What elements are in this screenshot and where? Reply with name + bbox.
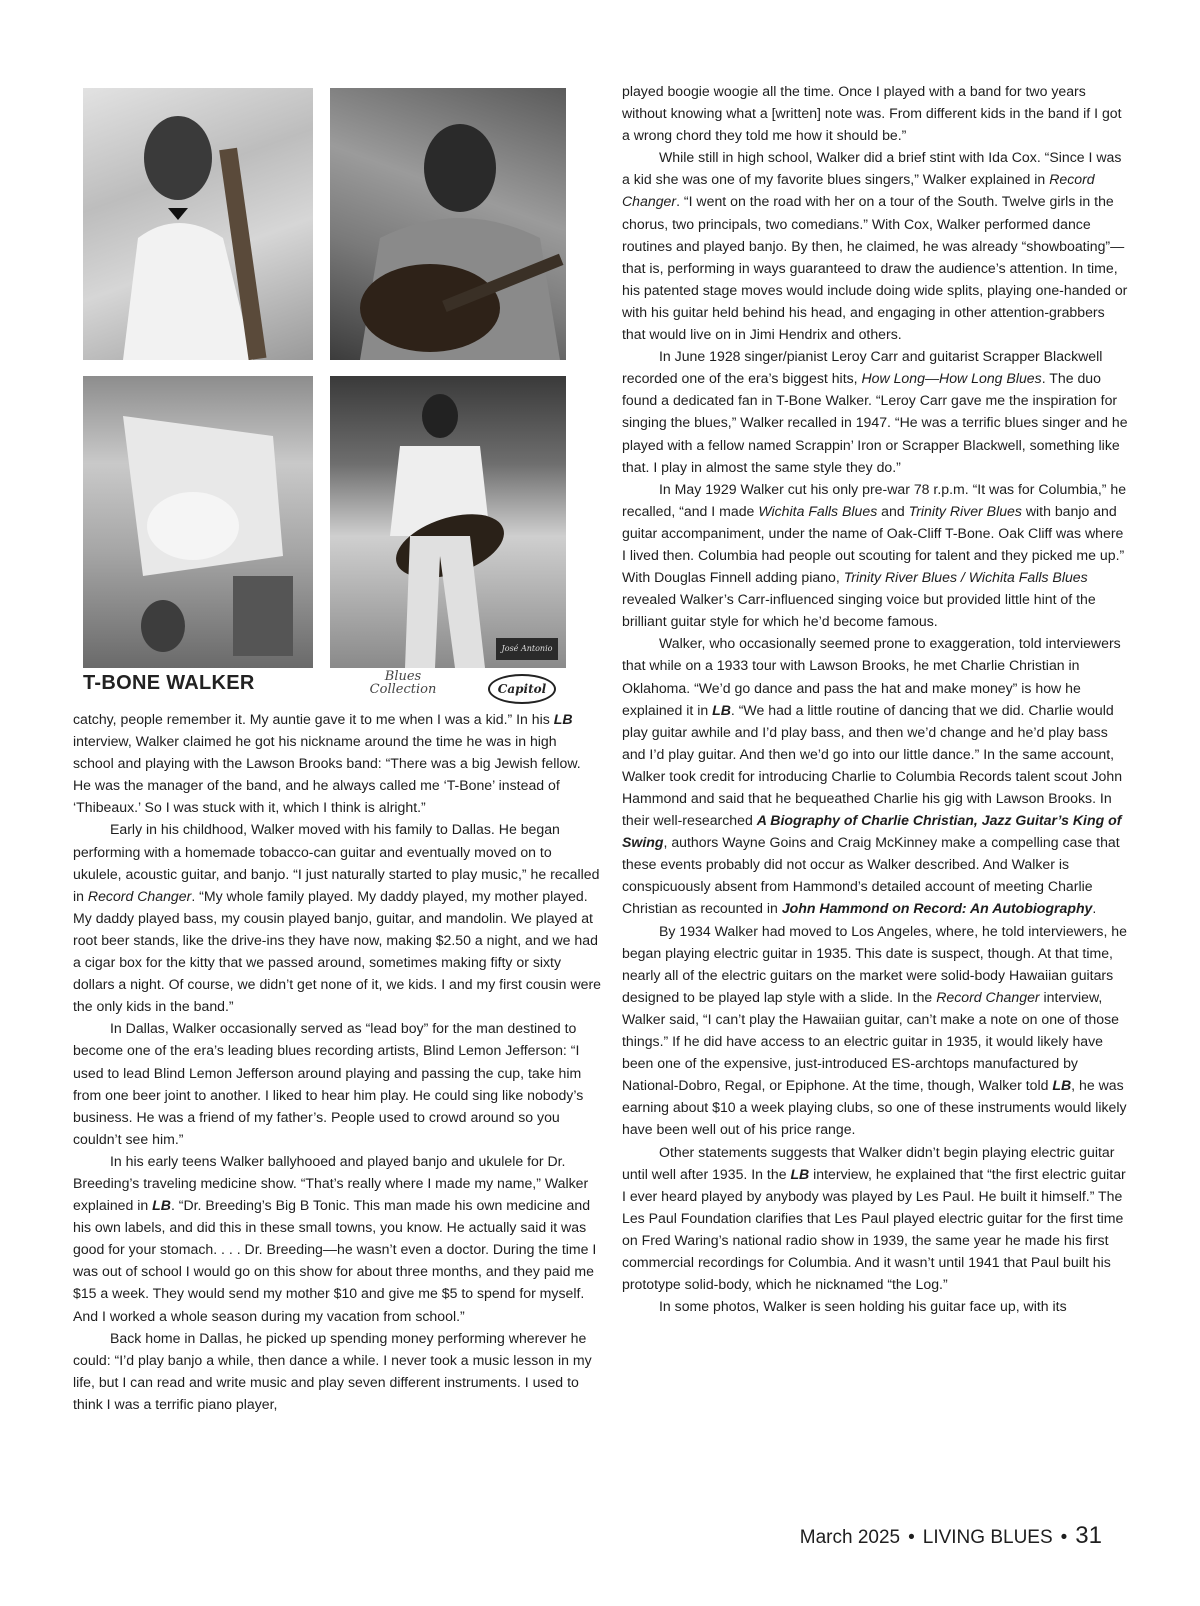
emphasis-bold-italic: A Biography of Charlie Christian, Jazz Guitar’s King of Swing	[622, 812, 1122, 851]
emphasis-italic: Wichita Falls Blues	[758, 502, 878, 519]
text-run: Walker, who occasionally seemed prone to exaggeration, told interviewers that while on a 1933 tour with Lawson Brooks, he met Charlie Christian in Oklahoma. “We’d go dance and pass the hat and make money” is how he explained it in	[622, 635, 1121, 718]
emphasis-italic: Trinity River Blues	[908, 502, 1022, 519]
text-run: In his early teens Walker ballyhooed and played banjo and ukulele for Dr. Breeding’s traveling medicine show. “That’s really where I made my name,” Walker explained in	[73, 1152, 589, 1214]
left-column	[73, 708, 601, 1415]
text-run: By 1934 Walker had moved to Los Angeles, where, he told interviewers, he began playing electric guitar in 1935. This date is suspect, though. At that time, nearly all of the electric guitars on the market were solid-body Hawaiian guitars designed to be played lap style with a slide. In the	[622, 922, 1127, 1005]
text-run: . The duo found a dedicated fan in T-Bone Walker. “Leroy Carr gave me the inspiration for singing the blues,” Walker recalled in 1947. “He was a terrific blues singer and he played with a fellow named Scrappin’ Iron or Scrapper Blackwell, something like that. I play in almost the same style they do.”	[622, 370, 1128, 475]
footer-separator: •	[908, 1527, 915, 1548]
paragraph	[73, 1150, 601, 1327]
paragraph	[73, 1017, 601, 1150]
emphasis-bold-italic: LB	[152, 1197, 171, 1214]
paragraph	[622, 1141, 1130, 1296]
text-run: Back home in Dallas, he picked up spending money performing wherever he could: “I’d play banjo a while, then dance a while. I never took a music lesson in my life, but I can read and write music and play seven different instruments. I used to think I was a terrific piano player,	[73, 1329, 592, 1412]
photo-signature: José Antonio	[496, 638, 558, 660]
text-run: , he was earning about $10 a week playing clubs, so one of these instruments would likely have been well out of his price range.	[622, 1077, 1127, 1138]
emphasis-bold-italic: LB	[712, 701, 731, 718]
emphasis-bold-italic: LB	[553, 711, 573, 727]
paragraph	[622, 80, 1130, 146]
paragraph	[622, 478, 1130, 633]
paragraph	[73, 818, 601, 1017]
photo-smiling-with-guitar	[330, 88, 566, 360]
text-run: . “Dr. Breeding’s Big B Tonic. This man made his own medicine and his own labels, and did this in these small towns, you know. He actually said it was good for your stomach. . . . Dr. Breeding—he wasn’t even a doctor. During the time I was out of school I would go on this show for about three months, and they paid me $15 a week. They would send my mother $10 and give me $5 to spend for myself. And I worked a whole season during my vacation from school.”	[73, 1197, 597, 1324]
text-run: with banjo and guitar accompaniment, under the name of Oak-Cliff T-Bone. Oak Cliff was where I lived then. Columbia had people out scouting for talent and they picked me up.” With Douglas Finnell adding piano,	[622, 502, 1125, 586]
emphasis-bold-italic: LB	[790, 1165, 810, 1182]
text-run: In Dallas, Walker occasionally served as “lead boy” for the man destined to become one of the era’s leading blues recording artists, Blind Lemon Jefferson: “I used to lead Blind Lemon Jefferson around playing and passing the cup, take him from one beer joint to another. I liked to hear him play. He could sing like nobody’s business. He was a friend of my father’s. People used to crowd around so you couldn’t see him.”	[73, 1020, 584, 1147]
text-run: . “We had a little routine of dancing that we did. Charlie would play guitar awhile and I’d play bass, and then we’d change and he’d play bass and I’d play guitar. And then we’d go into our little dance.” In the same account, Walker took credit for introducing Charlie to Columbia Records talent scout John Hammond and said that he bequeathed Charlie his gig with Lawson Brooks. In their well-researched	[622, 701, 1123, 829]
paragraph	[622, 632, 1130, 919]
paragraph	[73, 708, 601, 818]
emphasis-bold-italic: LB	[1052, 1077, 1072, 1094]
capitol-logo: Capitol	[488, 674, 556, 704]
photo-publicity-shot	[330, 376, 566, 668]
text-run: In June 1928 singer/pianist Leroy Carr and guitarist Scrapper Blackwell recorded one of the era’s biggest hits,	[622, 348, 1103, 387]
text-run: In May 1929 Walker cut his only pre-war 78 r.p.m. “It was for Columbia,” he recalled, “and I made	[622, 480, 1127, 519]
text-run: In some photos, Walker is seen holding his guitar face up, with its	[659, 1298, 1067, 1315]
emphasis-bold-italic: John Hammond on Record: An Autobiography	[781, 900, 1093, 917]
photo-performing-sideways	[83, 376, 313, 668]
text-run: .	[1092, 900, 1097, 917]
text-run: catchy, people remember it. My auntie gave it to me when I was a kid.” In his	[73, 711, 554, 727]
footer-separator: •	[1060, 1527, 1068, 1548]
issue-date: March 2025	[799, 1527, 901, 1548]
emphasis-italic: Record Changer	[936, 988, 1040, 1005]
text-run: played boogie woogie all the time. Once I played with a band for two years without knowing what a [written] note was. From different kids in the band if I got a wrong chord they told me how it should be.”	[622, 83, 1122, 144]
text-run: interview, Walker claimed he got his nickname around the time he was in high school and playing with the Lawson Brooks band: “There was a big Jewish fellow. He was the manager of the band, and he always called me ‘T-Bone’ instead of ‘Thibeaux.’ So I was stuck with it, which I think is alright.”	[73, 733, 581, 816]
text-run: Other statements suggests that Walker didn’t begin playing electric guitar until well after 1935. In the	[622, 1143, 1115, 1182]
emphasis-italic: How Long—How Long Blues	[861, 370, 1042, 387]
paragraph	[622, 1295, 1130, 1317]
emphasis-italic: Record Changer	[87, 887, 192, 904]
photo-portrait-with-guitar	[83, 88, 313, 360]
paragraph	[622, 920, 1130, 1141]
page-footer	[800, 1522, 1102, 1550]
text-run: and	[877, 502, 909, 519]
text-run: . “My whole family played. My daddy played, my mother played. My daddy played bass, my cousin played banjo, guitar, and mandolin. We played at root beer stands, like the drive-ins they have now, making $2.50 a night, and we had a cigar box for the kitty that we passed around, sometimes making fifty or sixty dollars a night. Of course, we didn’t get none of it, we kids. I and my first cousin were the only kids in the band.”	[73, 887, 601, 1015]
text-run: . “I went on the road with her on a tour of the South. Twelve girls in the chorus, two principals, two comedians.” With Cox, Walker performed dance routines and played banjo. By then, he claimed, he was already “showboating”—that is, performing in ways guaranteed to draw the audience’s attention. In time, his patented stage moves would include doing wide splits, playing one-handed or with his guitar held behind his head, and engaging in other attention-grabbers that would live on in Jimi Hendrix and others.	[622, 193, 1128, 343]
text-run: interview, he explained that “the first electric guitar I ever heard played by anybody was played by Les Paul. He built it himself.” The Les Paul Foundation clarifies that Les Paul played electric guitar for the first time on Fred Waring’s national radio show in 1939, the same year he made his first commercial recordings for Columbia. And it wasn’t until 1941 that Paul built his prototype solid-body, which he nicknamed “the Log.”	[622, 1165, 1126, 1293]
paragraph	[73, 1327, 601, 1415]
text-run: While still in high school, Walker did a brief stint with Ida Cox. “Since I was a kid she was one of my favorite blues singers,” Walker explained in	[622, 149, 1122, 188]
emphasis-italic: Record Changer	[622, 171, 1095, 210]
text-run: interview, Walker said, “I can’t play the Hawaiian guitar, can’t make a note on one of those things.” If he did have access to an electric guitar in 1935, it would likely have been one of the expensive, just-introduced ES-archtops manufactured by National-Dobro, Regal, or Epiphone. At the time, though, Walker told	[622, 988, 1119, 1094]
photo-caption: T-BONE WALKER	[83, 672, 255, 694]
paragraph	[622, 345, 1130, 478]
text-run: revealed Walker’s Carr-influenced singing voice but provided little hint of the brilliant guitar style for which he’d become famous.	[622, 591, 1096, 630]
photo-collage	[73, 80, 578, 702]
magazine-name: LIVING BLUES	[922, 1527, 1053, 1548]
page-number: 31	[1075, 1522, 1102, 1549]
text-run: Early in his childhood, Walker moved with his family to Dallas. He began performing with a homemade tobacco-can guitar and eventually moved on to ukulele, acoustic guitar, and banjo. “I just naturally started to play music,” he recalled in	[73, 821, 600, 904]
collection-mark: Blues Collection	[369, 669, 437, 697]
paragraph	[622, 146, 1130, 345]
right-column	[622, 80, 1130, 1317]
text-run: , authors Wayne Goins and Craig McKinney make a compelling case that these events probably did not occur as Walker described. And Walker is conspicuously absent from Hammond’s detailed account of meeting Charlie Christian as recounted in	[622, 834, 1120, 917]
emphasis-italic: Trinity River Blues / Wichita Falls Blues	[843, 569, 1088, 586]
